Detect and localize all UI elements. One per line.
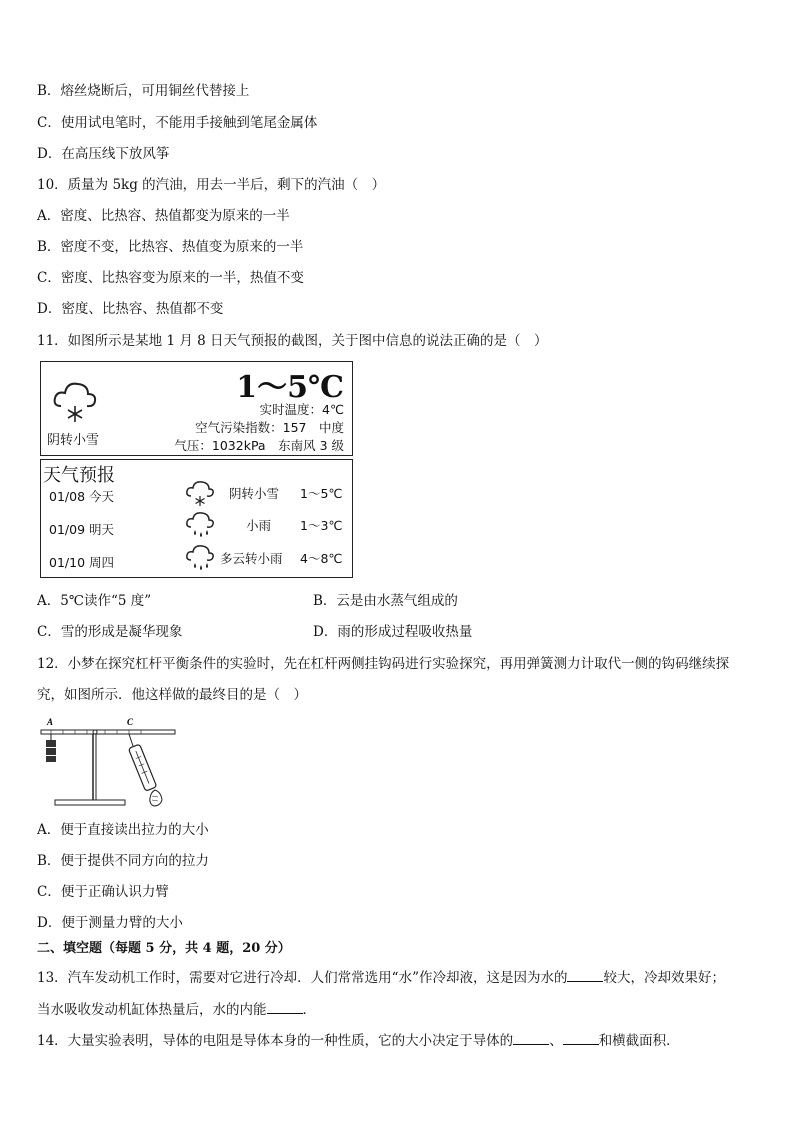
weather-current-panel bbox=[40, 361, 353, 456]
forecast-condition: 小雨 bbox=[246, 518, 272, 533]
q12-option-c: C．便于正确认识力臂 bbox=[37, 884, 169, 900]
q14-text-c: 和横截面积． bbox=[598, 1033, 680, 1049]
weather-forecast-panel bbox=[40, 459, 353, 578]
q11-option-b: B．云是由水蒸气组成的 bbox=[313, 593, 458, 609]
lever-experiment-figure bbox=[37, 716, 177, 810]
q13-text-1a: 13．汽车发动机工作时，需要对它进行冷却．人们常常选用“水”作冷却液，这是因为水的 bbox=[37, 970, 568, 986]
q12-stem-line2: 究，如图所示．他这样做的最终目的是（ ） bbox=[37, 687, 307, 703]
current-condition: 阴转小雪 bbox=[47, 433, 100, 448]
label-a: A bbox=[47, 717, 54, 727]
realtime-temperature: 实时温度：4℃ bbox=[259, 402, 344, 417]
answer-blank[interactable] bbox=[267, 1000, 303, 1014]
forecast-date: 01/09 明天 bbox=[49, 522, 114, 537]
q10-option-b: B．密度不变，比热容、热值变为原来的一半 bbox=[37, 239, 304, 255]
q10-option-c: C．密度、比热容变为原来的一半，热值不变 bbox=[37, 270, 304, 286]
q12-option-b: B．便于提供不同方向的拉力 bbox=[37, 853, 209, 869]
answer-blank[interactable] bbox=[567, 968, 603, 982]
q13-text-1b: 较大，冷却效果好； bbox=[603, 970, 725, 986]
label-c: C bbox=[127, 717, 134, 727]
q13-line2 bbox=[37, 1000, 316, 1019]
q9-option-b: B．熔丝烧断后，可用铜丝代替接上 bbox=[37, 83, 250, 99]
forecast-temperature: 4～8℃ bbox=[300, 551, 343, 566]
q11-stem: 11．如图所示是某地 1 月 8 日天气预报的截图，关于图中信息的说法正确的是（ ） bbox=[37, 333, 548, 349]
q10-option-a: A．密度、比热容、热值都变为原来的一半 bbox=[37, 208, 290, 224]
forecast-title: 天气预报 bbox=[43, 465, 115, 486]
q13-text-2a: 当水吸收发动机缸体热量后，水的内能 bbox=[37, 1002, 267, 1018]
q12-stem-line1: 12．小梦在探究杠杆平衡条件的实验时，先在杠杆两侧挂钩码进行实验探究，再用弹簧测力计取代一侧的钩码继续探 bbox=[37, 656, 730, 672]
q10-option-d: D．密度、比热容、热值都不变 bbox=[37, 301, 224, 317]
q11-option-d: D．雨的形成过程吸收热量 bbox=[313, 624, 473, 640]
q11-option-a: A．5℃读作“5 度” bbox=[37, 593, 152, 609]
q14-text-a: 14．大量实验表明，导体的电阻是导体本身的一种性质，它的大小决定于导体的 bbox=[37, 1033, 514, 1049]
forecast-condition: 阴转小雪 bbox=[229, 486, 280, 501]
q12-option-a: A．便于直接读出拉力的大小 bbox=[37, 822, 209, 838]
answer-blank[interactable] bbox=[513, 1031, 549, 1045]
q13-line1 bbox=[37, 968, 725, 987]
forecast-date: 01/08 今天 bbox=[49, 489, 114, 504]
rain-cloud-icon bbox=[185, 543, 215, 575]
forecast-condition: 多云转小雨 bbox=[220, 551, 283, 566]
q12-option-d: D．便于测量力臂的大小 bbox=[37, 915, 183, 931]
forecast-temperature: 1～5℃ bbox=[300, 486, 343, 501]
answer-blank[interactable] bbox=[563, 1031, 599, 1045]
q14-text-b: 、 bbox=[549, 1033, 563, 1049]
section-heading-fill-in: 二、填空题（每题 5 分，共 4 题，20 分） bbox=[37, 941, 291, 956]
snow-cloud-icon bbox=[185, 477, 215, 507]
q13-text-2b: ． bbox=[302, 1002, 316, 1018]
q9-option-d: D．在高压线下放风筝 bbox=[37, 146, 170, 162]
forecast-date: 01/10 周四 bbox=[49, 555, 114, 570]
temperature-range: 1～5℃ bbox=[236, 370, 344, 405]
rain-cloud-icon bbox=[185, 510, 215, 542]
q9-option-c: C．使用试电笔时，不能用手接触到笔尾金属体 bbox=[37, 115, 318, 131]
q11-option-c: C．雪的形成是凝华现象 bbox=[37, 624, 183, 640]
forecast-temperature: 1～3℃ bbox=[300, 518, 343, 533]
q10-stem: 10．质量为 5kg 的汽油，用去一半后，剩下的汽油（ ） bbox=[37, 177, 386, 193]
q14-line bbox=[37, 1031, 680, 1050]
air-quality-index: 空气污染指数：157 中度 bbox=[195, 420, 344, 435]
snow-cloud-icon bbox=[51, 376, 99, 424]
pressure-wind: 气压：1032kPa 东南风 3 级 bbox=[174, 438, 344, 453]
